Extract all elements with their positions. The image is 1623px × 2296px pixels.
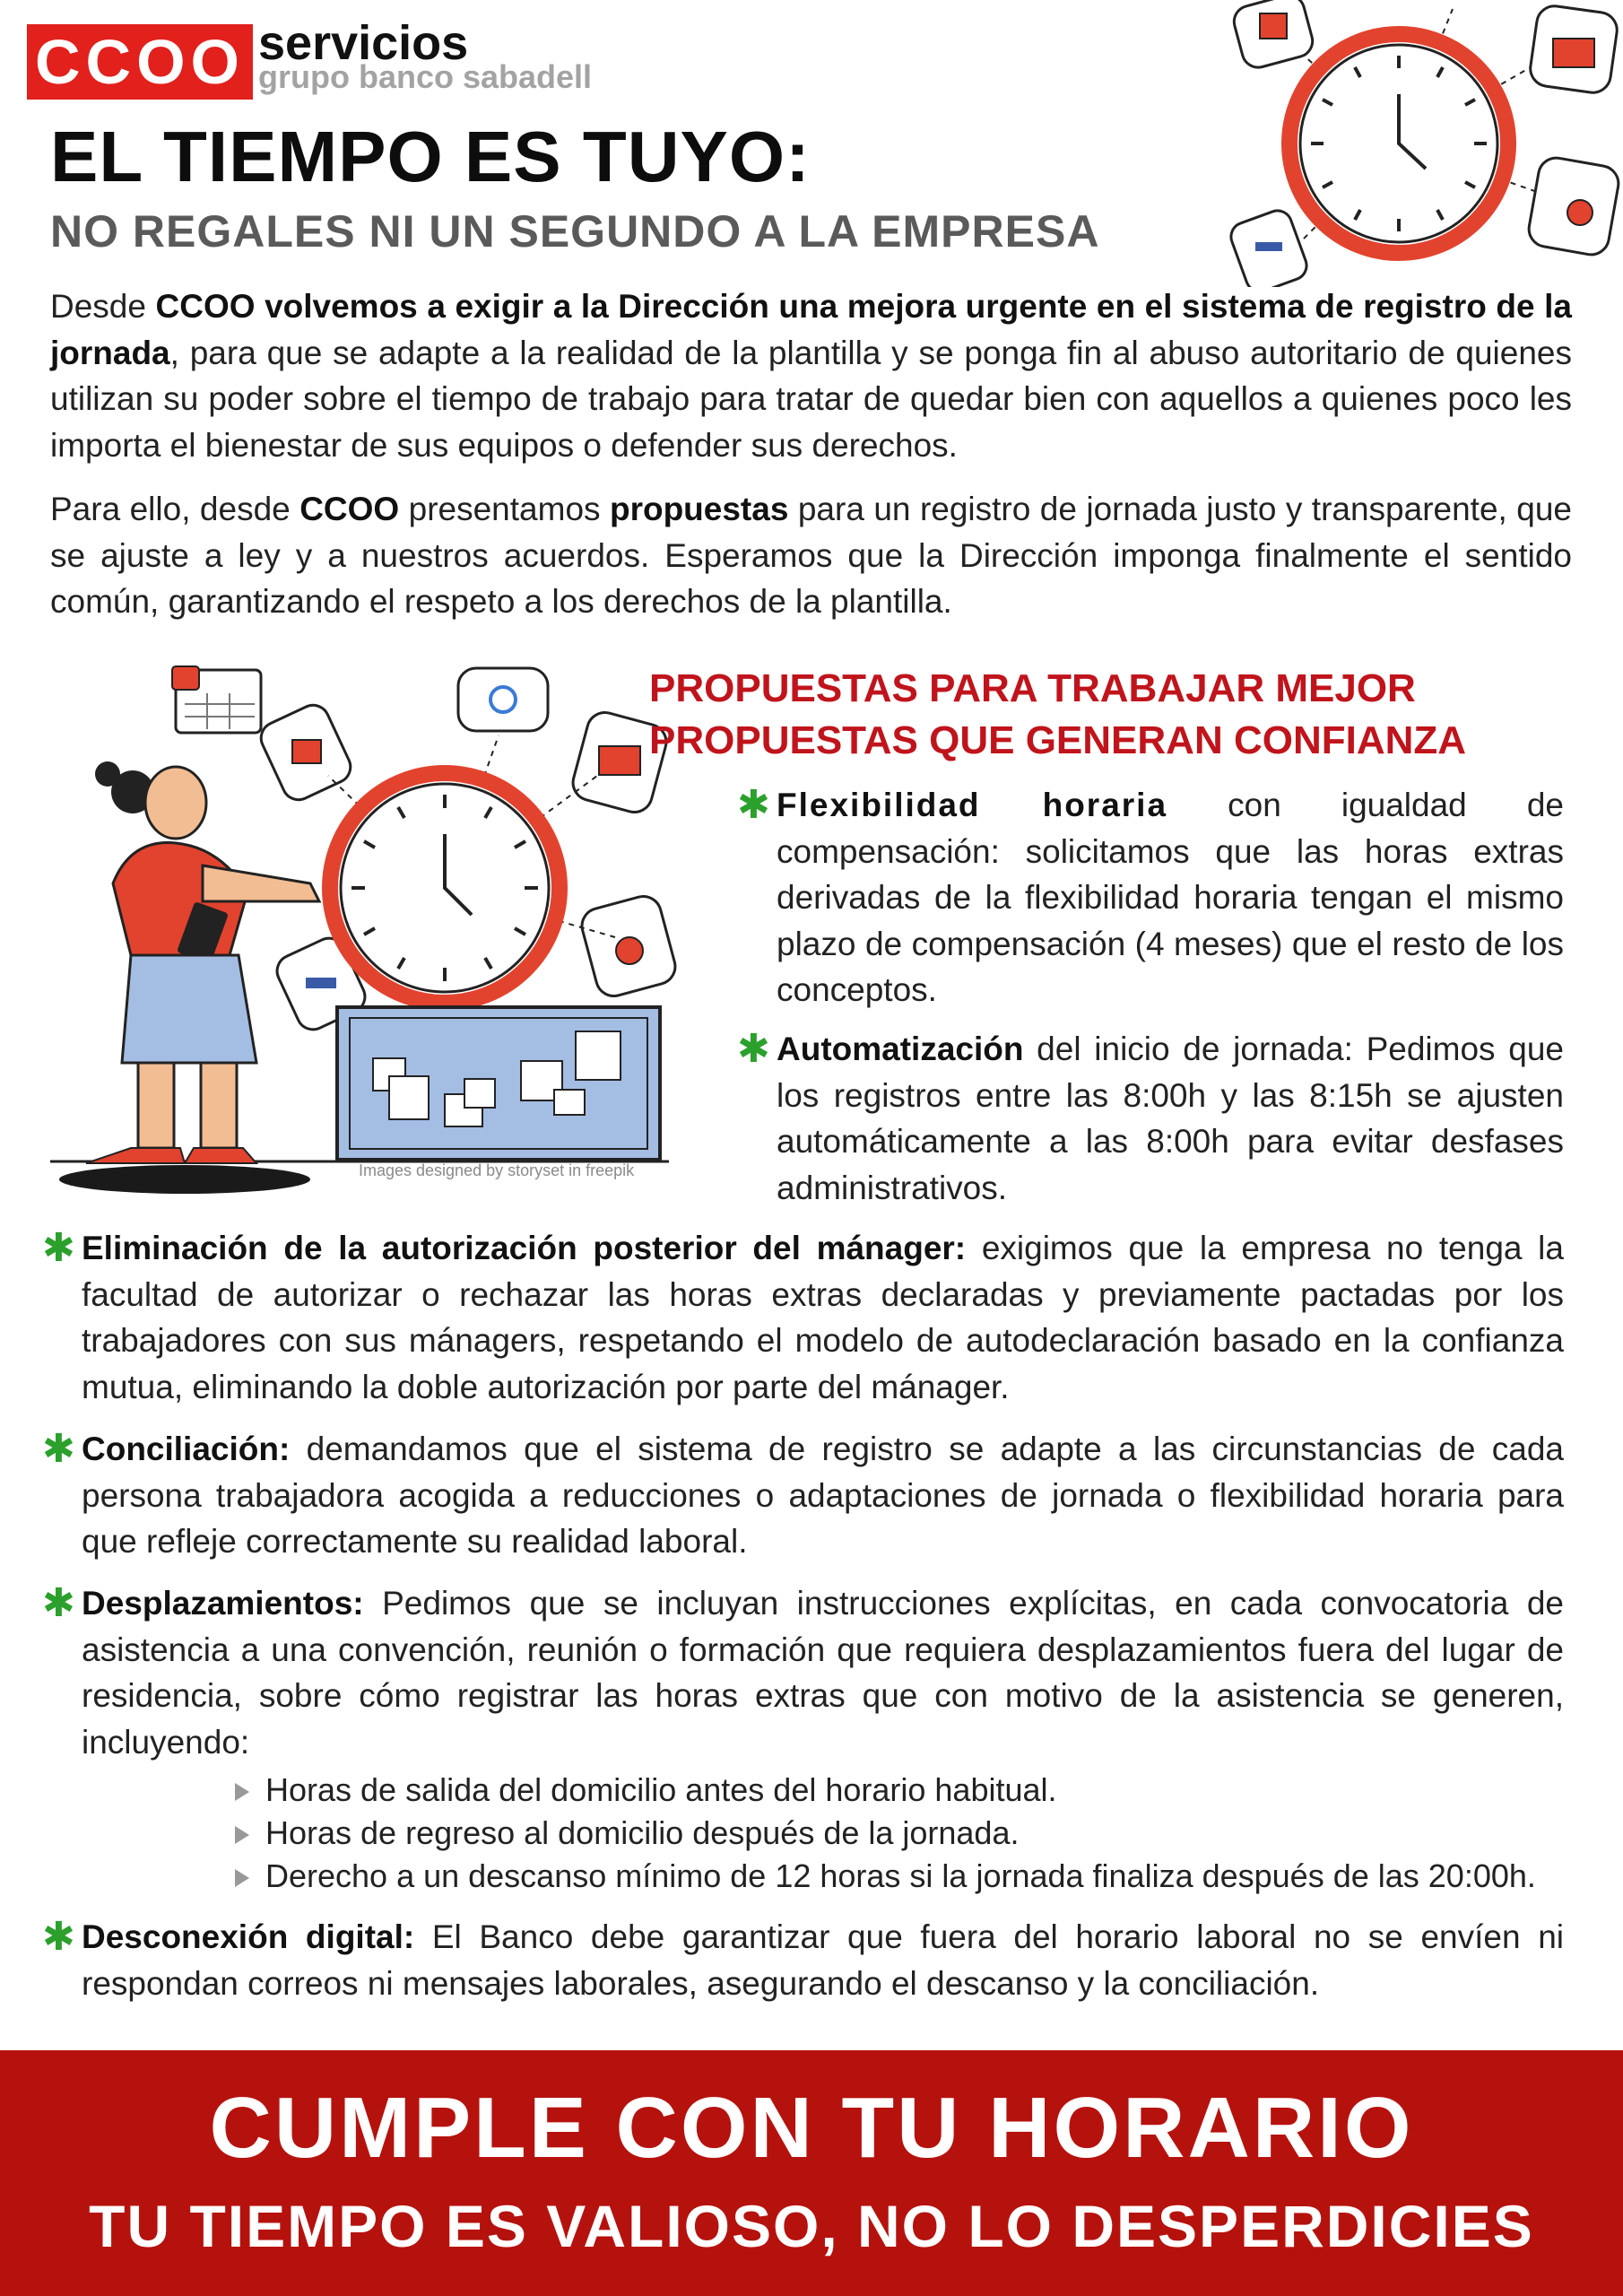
triangle-bullet-icon <box>235 1826 249 1844</box>
asterisk-bullet-icon: ✱ <box>42 1915 75 1959</box>
asterisk-bullet-icon: ✱ <box>42 1226 75 1270</box>
triangle-bullet-icon <box>235 1869 249 1887</box>
proposal-flexibilidad: ✱ Flexibilidad horaria con igualdad de compensación: solicitamos que las horas extras derivadas de la flexibilidad horaria tengan el mismo plazo de compensación (4 meses) que el resto de los conceptos. <box>737 783 1564 1008</box>
clock-illustration-top <box>1219 0 1623 287</box>
proposal-desplazamientos: ✱ Desplazamientos: Pedimos que se incluyan instrucciones explícitas, en cada convocatoria de asistencia a una convención, reunión o formación que requiera desplazamientos fuera del lugar de residencia, sobre cómo registrar las horas extras que con motivo de la asistencia se generen, incluyendo: <box>42 1581 1564 1761</box>
sub-item-salida: Horas de salida del domicilio antes del horario habitual. <box>235 1769 1057 1812</box>
intro-paragraph-2: Para ello, desde CCOO presentamos propuestas para un registro de jornada justo y transparente, que se ajuste a ley y a nuestros acuerdos. Esperamos que la Dirección imponga finalmente el sentido común, garantizando el respeto a los derechos de la plantilla. <box>50 491 1572 620</box>
page-subtitle: NO REGALES NI UN SEGUNDO A LA EMPRESA <box>50 206 1100 257</box>
asterisk-bullet-icon: ✱ <box>737 783 770 827</box>
illustration-credit: Images designed by storyset in freepik <box>359 1161 635 1179</box>
sub-item-regreso: Horas de regreso al domicilio después de la jornada. <box>235 1812 1019 1855</box>
asterisk-bullet-icon: ✱ <box>737 1027 770 1071</box>
footer-tagline: TU TIEMPO ES VALIOSO, NO LO DESPERDICIES <box>89 2193 1534 2259</box>
intro-paragraph-1: Desde CCOO volvemos a exigir a la Dirección una mejora urgente en el sistema de registro de la jornada, para que se adapte a la realidad de la plantilla y se ponga fin al abuso autoritario de quienes utilizan su poder sobre el tiempo de trabajo para tratar de quedar bien con aquellos a quienes poco les importa el bienestar de sus equipos o defender sus derechos. <box>50 288 1573 464</box>
ccoo-logo-text: CCOO <box>35 27 245 97</box>
worker-clock-illustration <box>50 659 678 1215</box>
triangle-bullet-icon <box>235 1783 249 1801</box>
sub-item-descanso: Derecho a un descanso mínimo de 12 horas si la jornada finaliza después de las 20:00h. <box>235 1855 1536 1898</box>
asterisk-bullet-icon: ✱ <box>42 1427 75 1471</box>
proposal-eliminacion-autorizacion: ✱ Eliminación de la autorización posterior del mánager: exigimos que la empresa no tenga la facultad de autorizar o rechazar las horas extras declaradas y previamente pactadas por los trabajadores con sus mánagers, respetando el modelo de autodeclaración basado en la confianza mutua, eliminando la doble autorización por parte del mánager. <box>42 1226 1564 1405</box>
footer-headline: CUMPLE CON TU HORARIO <box>209 2080 1414 2176</box>
proposals-heading-2: PROPUESTAS QUE GENERAN CONFIANZA <box>649 718 1467 762</box>
brand-subtitle: grupo banco sabadell <box>258 58 593 95</box>
asterisk-bullet-icon: ✱ <box>42 1581 75 1625</box>
page-title: EL TIEMPO ES TUYO: <box>50 117 811 196</box>
brand-name: servicios <box>258 16 469 70</box>
proposal-desconexion-digital: ✱ Desconexión digital: El Banco debe garantizar que fuera del horario laboral no se envíen ni respondan correos ni mensajes laborales, asegurando el descanso y la conciliación. <box>42 1915 1564 2002</box>
proposal-conciliacion: ✱ Conciliación: demandamos que el sistema de registro se adapte a las circunstancias de cada persona trabajadora acogida a reducciones o adaptaciones de jornada o flexibilidad horaria para que refleje correctamente su realidad laboral. <box>42 1427 1564 1560</box>
proposals-heading-1: PROPUESTAS PARA TRABAJAR MEJOR <box>649 666 1416 710</box>
proposal-automatizacion: ✱ Automatización del inicio de jornada: Pedimos que los registros entre las 8:00h y las 8:15h se ajusten automáticamente a las 8:00h para evitar desfases administrativos. <box>737 1027 1564 1206</box>
